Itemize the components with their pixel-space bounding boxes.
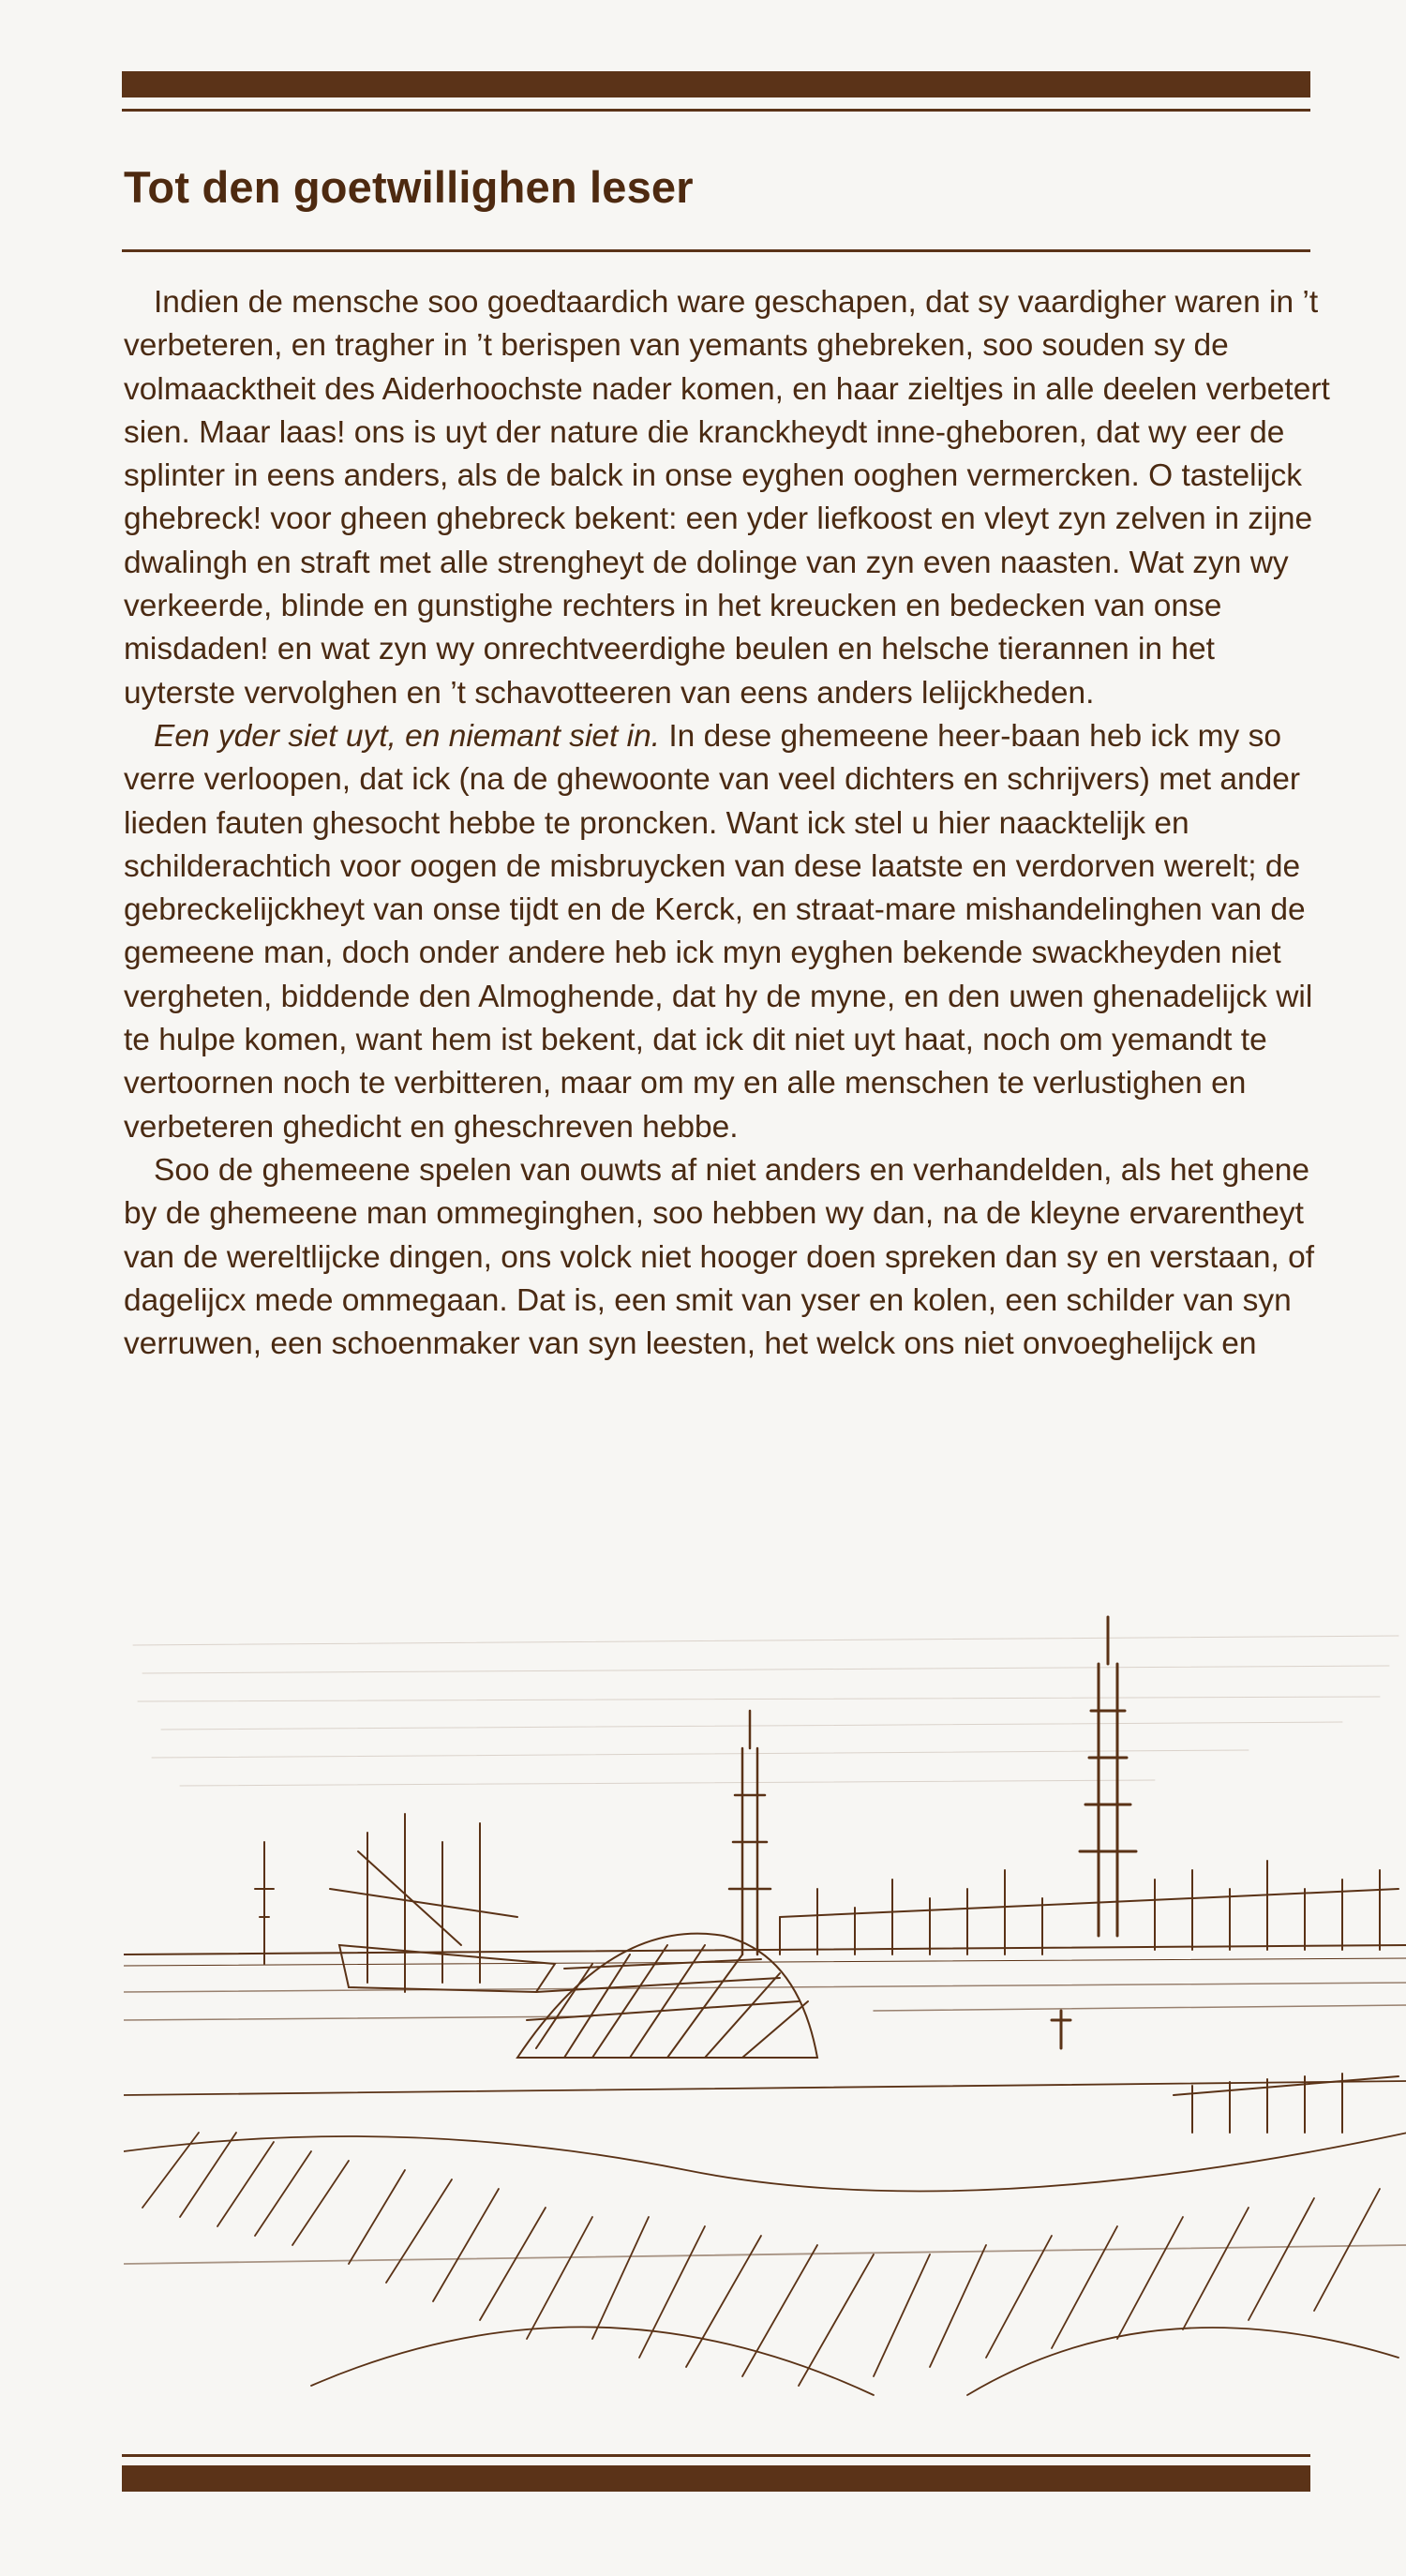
paragraph-2-text: In dese ghemeene heer-baan heb ick my so verre verloopen, dat ick (na de ghewoonte van veel dichters en schrijvers) met ander lieden fauten ghesocht hebbe te proncken. Want ick stel u hier naacktelijk en schilderachtich voor oogen de misbruycken van dese laatste en verdorven werelt; de gebreckelijckheyt van onse tijdt en de Kerck, en straat-mare mishandelinghen van de gemeene man, doch onder andere heb ick myn eyghen bekende swackheyden niet vergheten, biddende den Almoghende, dat hy de myne, en den uwen ghenadelijck wil te hulpe komen, want hem ist bekent, dat ick dit niet uyt haat, noch om yemandt te vertoornen noch te verbitteren, maar om my en alle menschen te verlustighen en verbeteren ghedicht en gheschreven hebbe.	[124, 718, 1313, 1145]
body-text	[124, 281, 1333, 1366]
top-rule-thick	[122, 71, 1310, 97]
paragraph-2	[124, 715, 1333, 1149]
title-rule	[122, 249, 1310, 252]
top-rule-thin	[122, 109, 1310, 112]
paragraph-3-text: Soo de ghemeene spelen van ouwts af niet anders en verhandelden, als het ghene by de ghemeene man ommeginghen, soo hebben wy dan, na de kleyne ervarentheyt van de wereltlijcke dingen, ons volck niet hooger doen spreken dan sy en verstaan, of dagelijcx mede ommegaan. Dat is, een smit van yser en kolen, een schilder van syn verruwen, een schoenmaker van syn leesten, het welck ons niet onvoeghelijck en	[124, 1152, 1315, 1362]
paragraph-1	[124, 281, 1333, 715]
paragraph-2-lead-italic: Een yder siet uyt, en niemant siet in.	[154, 718, 661, 754]
paragraph-1-text: Indien de mensche soo goedtaardich ware geschapen, dat sy vaardigher waren in ’t verbeteren, en tragher in ’t berispen van yemants ghebreken, soo souden sy de volmaacktheit des Aiderhoochste nader komen, en haar zieltjes in alle deelen verbetert sien. Maar laas! ons is uyt der nature die kranckheydt inne-gheboren, dat wy eer de splinter in eens anders, als de balck in onse eyghen ooghen vermercken. O tastelijck ghebreck! voor gheen ghebreck bekent: een yder liefkoost en vleyt zyn zelven in zijne dwalingh en straft met alle strengheyt de dolinge van zyn even naasten. Wat zyn wy verkeerde, blinde en gunstighe rechters in het kreucken en bedecken van onse misdaden! en wat zyn wy onrechtveerdighe beulen en helsche tierannen in het uyterste vervolghen en ’t schavotteeren van eens anders lelijckheden.	[124, 285, 1330, 711]
etching-landscape-icon	[124, 1608, 1406, 2404]
bottom-rule-thick	[122, 2465, 1310, 2492]
paragraph-3	[124, 1149, 1333, 1366]
bottom-rule-thin	[122, 2454, 1310, 2457]
page-title: Tot den goetwillighen leser	[124, 162, 694, 212]
